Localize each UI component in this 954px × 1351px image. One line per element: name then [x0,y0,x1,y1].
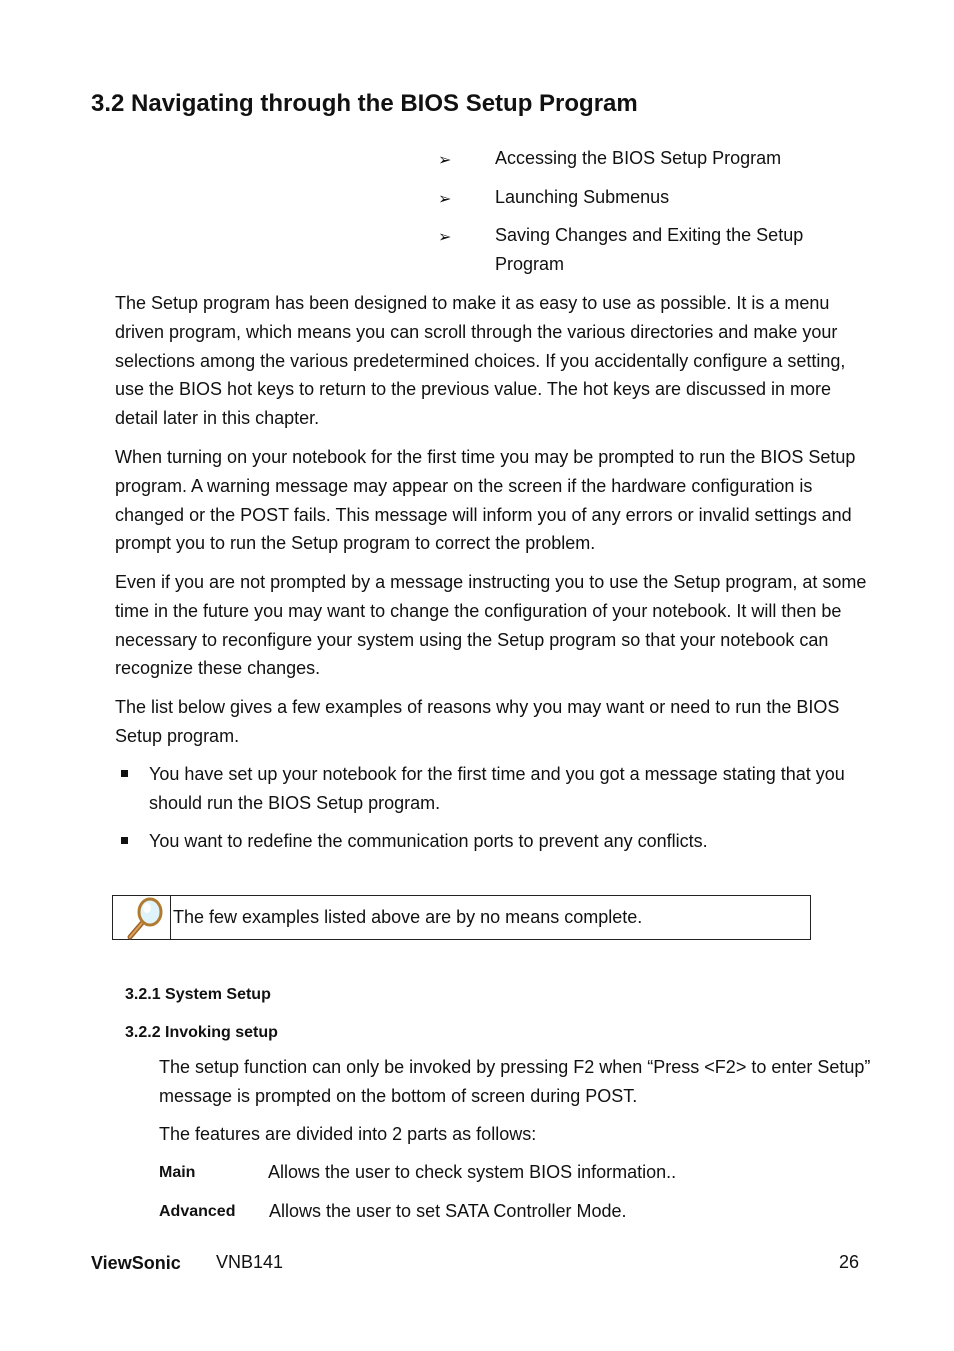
footer-model: VNB141 [216,1252,284,1272]
magnifier-icon [125,897,165,940]
note-text: The few examples listed above are by no means complete. [173,907,643,927]
arrow-bullet-icon: ➢ [438,229,452,246]
footer-brand: ViewSonic [91,1253,181,1273]
list-item: You have set up your notebook for the first time and you got a message stating that you should run the BIOS Setup program. [149,764,845,813]
body-paragraph: The list below gives a few examples of reasons why you may want or need to run the BIOS Setup program. [115,697,840,746]
subsection-heading: 3.2.2 Invoking setup [125,1024,278,1041]
body-paragraph: The features are divided into 2 parts as follows: [159,1124,537,1144]
note-divider [170,896,171,939]
page-heading: 3.2 Navigating through the BIOS Setup Program [91,90,638,117]
body-paragraph: When turning on your notebook for the first time you may be prompted to run the BIOS Setup program. A warning message may appear on the screen if the hardware configuration is changed or the POST fails. This message will inform you of any errors or invalid settings and prompt you to run the Setup program to correct the problem. [115,447,856,554]
square-bullet-icon [121,770,128,777]
toc-item: Saving Changes and Exiting the Setup Program [495,225,804,274]
feature-description: Allows the user to set SATA Controller Mode. [269,1201,627,1221]
note-box [112,895,811,940]
body-paragraph: The setup function can only be invoked by pressing F2 when “Press <F2> to enter Setup” message is prompted on the bottom of screen during POST. [159,1057,871,1106]
body-paragraph: Even if you are not prompted by a message instructing you to use the Setup program, at some time in the future you may want to change the configuration of your notebook. It will then be necessary to reconfigure your system using the Setup program so that your notebook can recognize these changes. [115,572,867,679]
list-item: You want to redefine the communication ports to prevent any conflicts. [149,831,708,851]
toc-item: Accessing the BIOS Setup Program [495,148,782,168]
toc-item: Launching Submenus [495,187,670,207]
arrow-bullet-icon: ➢ [438,191,452,208]
square-bullet-icon [121,837,128,844]
feature-description: Allows the user to check system BIOS information.. [268,1162,677,1182]
feature-term: Main [159,1164,196,1181]
page-number: 26 [839,1252,860,1272]
subsection-heading: 3.2.1 System Setup [125,986,271,1003]
feature-term: Advanced [159,1203,236,1220]
body-paragraph: The Setup program has been designed to make it as easy to use as possible. It is a menu driven program, which means you can scroll through the various directories and make your selections among the various predetermined choices. If you accidentally configure a setting, use the BIOS hot keys to return to the previous value. The hot keys are discussed in more detail later in this chapter. [115,293,846,429]
arrow-bullet-icon: ➢ [438,152,452,169]
